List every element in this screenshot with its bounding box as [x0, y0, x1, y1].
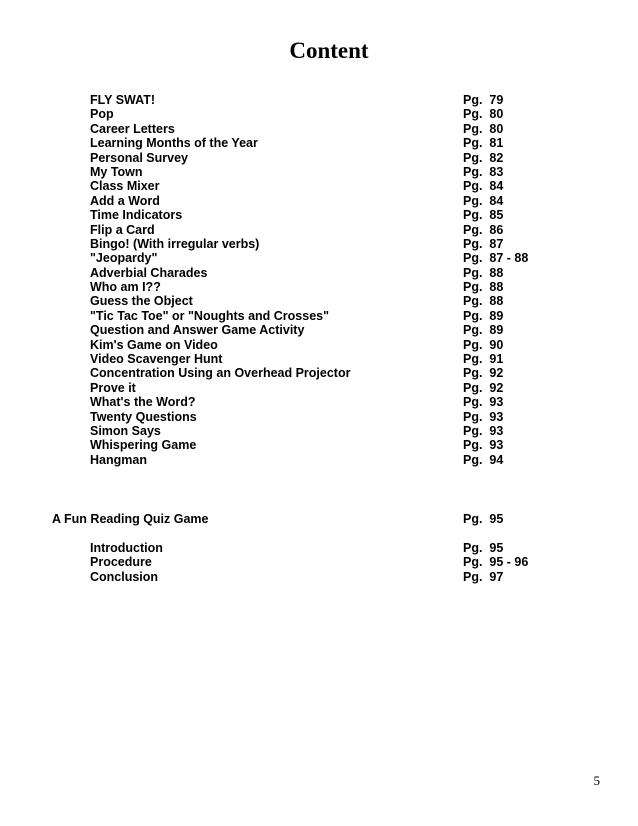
- toc-entry-page: Pg. 79: [463, 93, 504, 107]
- toc-entry-label: Who am I??: [90, 280, 161, 295]
- toc-entry: [0, 381, 638, 395]
- toc-quiz-section: [0, 512, 638, 526]
- toc-entry-label: Time Indicators: [90, 208, 183, 223]
- toc-entry-label: What's the Word?: [90, 395, 196, 410]
- toc-entry-label: "Tic Tac Toe" or "Noughts and Crosses": [90, 308, 330, 323]
- toc-entry-page: Pg. 80: [463, 121, 504, 136]
- toc-entry: [0, 309, 638, 323]
- toc-entry-label: Prove it: [90, 380, 136, 395]
- toc-entry: [0, 424, 638, 438]
- toc-entry: [0, 555, 638, 569]
- toc-entry-page: Pg. 80: [463, 107, 504, 122]
- toc-entry-label: Class Mixer: [90, 179, 160, 194]
- toc-entry-page: Pg. 93: [463, 423, 504, 438]
- toc-entry: [0, 251, 638, 265]
- toc-entry: [0, 151, 638, 165]
- toc-entry-label: Simon Says: [90, 423, 161, 438]
- toc-entry-label: Conclusion: [90, 569, 159, 584]
- toc-entry-page: Pg. 95: [463, 541, 504, 555]
- toc-entry-page: Pg. 88: [463, 280, 504, 295]
- toc-entry: [0, 410, 638, 424]
- toc-entry-label: FLY SWAT!: [90, 93, 156, 107]
- toc-entry-page: Pg. 92: [463, 380, 504, 395]
- toc-entry-page: Pg. 95: [463, 512, 504, 526]
- toc-entry: [0, 136, 638, 150]
- toc-entry-page: Pg. 85: [463, 208, 504, 223]
- page-number: 5: [593, 773, 600, 788]
- toc-entry-label: Guess the Object: [90, 294, 193, 309]
- toc-entry-label: My Town: [90, 164, 143, 179]
- toc-entry-page: Pg. 91: [463, 352, 504, 367]
- toc-entry: [0, 107, 638, 121]
- toc-entry-label: Adverbial Charades: [90, 265, 208, 280]
- toc-entry-label: Bingo! (With irregular verbs): [90, 236, 260, 251]
- toc-entry-page: Pg. 89: [463, 308, 504, 323]
- toc-entry-label: Career Letters: [90, 121, 175, 136]
- toc-entry-label: Flip a Card: [90, 222, 155, 237]
- toc-entry-label: Introduction: [90, 541, 163, 555]
- toc-entry: [0, 294, 638, 308]
- toc-entry: [0, 338, 638, 352]
- toc-entry: [0, 280, 638, 294]
- toc-entry: [0, 541, 638, 555]
- toc-entry: [0, 266, 638, 280]
- toc-entry-page: Pg. 93: [463, 409, 504, 424]
- toc-entry-label: Kim's Game on Video: [90, 337, 218, 352]
- toc-entry-page: Pg. 88: [463, 294, 504, 309]
- toc-entry-label: Question and Answer Game Activity: [90, 323, 305, 338]
- toc-entry-label: Whispering Game: [90, 438, 197, 453]
- toc-entry: [0, 352, 638, 366]
- toc-entry: [0, 122, 638, 136]
- toc-entry-label: Twenty Questions: [90, 409, 197, 424]
- toc-entry-page: Pg. 94: [463, 452, 504, 467]
- toc-entry: [0, 165, 638, 179]
- toc-entry: [0, 570, 638, 584]
- toc-entry: [0, 323, 638, 337]
- toc-entry-page: Pg. 89: [463, 323, 504, 338]
- toc-entry-page: Pg. 95 - 96: [463, 555, 529, 570]
- toc-entry: [0, 194, 638, 208]
- toc-entry-label: Procedure: [90, 555, 152, 570]
- toc-entry: [0, 179, 638, 193]
- toc-entry: [0, 223, 638, 237]
- toc-entry-page: Pg. 92: [463, 366, 504, 381]
- toc-entry-page: Pg. 93: [463, 395, 504, 410]
- toc-entry-page: Pg. 81: [463, 136, 504, 151]
- toc-entry: [0, 438, 638, 452]
- toc-entry-page: Pg. 86: [463, 222, 504, 237]
- toc-entry-label: Add a Word: [90, 193, 160, 208]
- toc-entry: [0, 93, 638, 107]
- toc-entry: [0, 395, 638, 409]
- toc-entry-label: Learning Months of the Year: [90, 136, 258, 151]
- toc-entry-page: Pg. 82: [463, 150, 504, 165]
- toc-entry: [0, 453, 638, 467]
- toc-quiz-items: [0, 541, 638, 584]
- toc-entry-page: Pg. 87: [463, 236, 504, 251]
- toc-entry-label: "Jeopardy": [90, 251, 158, 266]
- toc-section-heading: [0, 512, 638, 526]
- toc-entry-label: Pop: [90, 107, 114, 122]
- toc-entry-label: Personal Survey: [90, 150, 188, 165]
- toc-entry-label: Video Scavenger Hunt: [90, 352, 223, 367]
- toc-entry: [0, 208, 638, 222]
- toc-entry-page: Pg. 90: [463, 337, 504, 352]
- toc-entry-label: Concentration Using an Overhead Projector: [90, 366, 351, 381]
- toc-entry-page: Pg. 87 - 88: [463, 251, 529, 266]
- toc-entry-page: Pg. 97: [463, 569, 504, 584]
- toc-entry-label: Hangman: [90, 452, 147, 467]
- toc-entry-page: Pg. 84: [463, 193, 504, 208]
- toc-entry-page: Pg. 88: [463, 265, 504, 280]
- toc-entry: [0, 366, 638, 380]
- toc-games-list: [0, 93, 638, 467]
- toc-entry-page: Pg. 93: [463, 438, 504, 453]
- toc-entry: [0, 237, 638, 251]
- page-title: Content: [289, 38, 369, 63]
- toc-entry-page: Pg. 83: [463, 164, 504, 179]
- toc-entry-page: Pg. 84: [463, 179, 504, 194]
- toc-entry-label: A Fun Reading Quiz Game: [52, 512, 209, 526]
